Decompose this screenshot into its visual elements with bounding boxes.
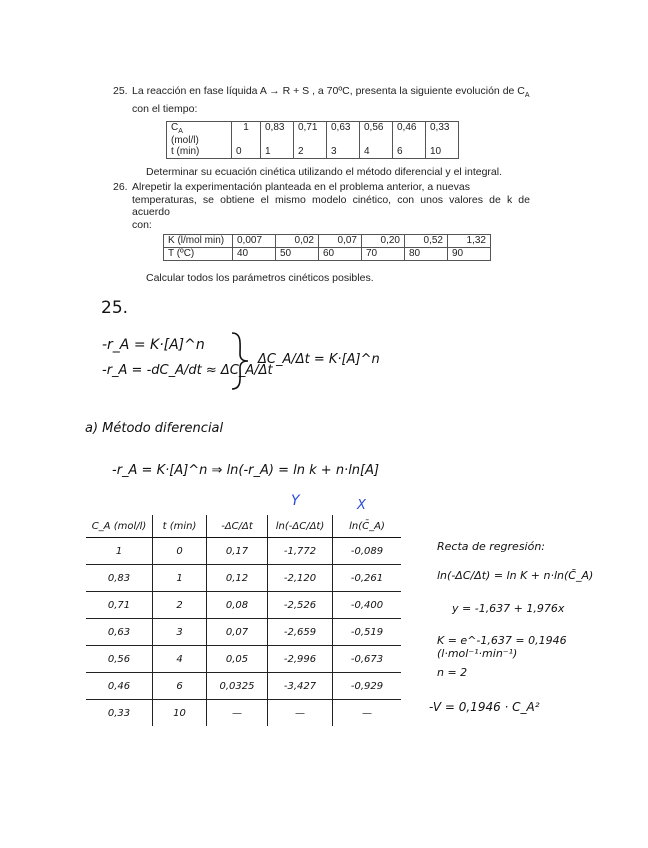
table-cell: 0,63 [327, 122, 360, 147]
table-cell: -0,519 [333, 619, 402, 646]
problem-25-line1: La reacción en fase líquida A → R + S , a 70ºC, presenta la siguiente evolución de C [132, 85, 525, 97]
table-cell: — [207, 700, 268, 727]
handwritten-method-title: a) Método diferencial [85, 421, 224, 436]
table-cell: 0,07 [319, 235, 362, 248]
table-cell: 0,12 [207, 565, 268, 592]
column-header: ln(C̄_A) [333, 515, 402, 538]
table-row [167, 146, 459, 159]
table-row [86, 646, 401, 673]
handwritten-rate-law: -r_A = K·[A]^n [102, 337, 205, 353]
problem-25-table [166, 121, 459, 159]
table-cell: 1,32 [448, 235, 491, 248]
problem-26-number: 26. [113, 181, 128, 193]
table-header-row [86, 515, 401, 538]
regression-fit: y = -1,637 + 1,976x [452, 602, 565, 615]
handwritten-linearization: -r_A = K·[A]^n ⇒ ln(-r_A) = ln k + n·ln[A] [112, 463, 380, 478]
table-cell: 0,05 [207, 646, 268, 673]
problem-26-instruction: Calcular todos los parámetros cinéticos posibles. [146, 272, 374, 284]
table-cell: 0,20 [362, 235, 405, 248]
table-cell: 0,46 [86, 673, 153, 700]
table-cell: 0,83 [86, 565, 153, 592]
table-row [164, 248, 491, 261]
problem-26-line3: con: [132, 218, 152, 231]
table-cell: 3 [327, 146, 360, 159]
table-cell: t (min) [167, 146, 232, 159]
y-axis-marker: Y [291, 493, 300, 509]
problem-26-statement [132, 181, 530, 231]
table-cell: — [362, 707, 372, 719]
table-cell: $C_A$ (mol/l) [167, 122, 232, 147]
table-cell: -2,659 [268, 619, 333, 646]
table-cell: -1,772 [268, 538, 333, 565]
table-cell: 10 [153, 700, 207, 727]
table-row [86, 700, 401, 727]
table-cell: 90 [448, 248, 491, 261]
table-cell: 0,46 [393, 122, 426, 147]
problem-25-statement [132, 85, 542, 115]
table-row [164, 235, 491, 248]
table-cell: 1 [153, 565, 207, 592]
table-row [86, 673, 401, 700]
regression-title: Recta de regresión: [437, 540, 546, 553]
table-row [86, 565, 401, 592]
rate-constant: K = e^-1,637 = 0,1946 (l·mol⁻¹·min⁻¹) [437, 634, 567, 660]
problem-26-line2: temperaturas, se obtiene el mismo modelo cinético, con unos valores de k de acuerdo [132, 193, 530, 218]
table-cell: 4 [360, 146, 393, 159]
table-cell: 0,56 [86, 646, 153, 673]
table-cell: 0,02 [276, 235, 319, 248]
table-cell: 0,71 [86, 592, 153, 619]
table-cell: -0,673 [333, 646, 402, 673]
table-cell: 10 [426, 146, 459, 159]
table-cell: 0,83 [261, 122, 294, 147]
table-cell: 0 [153, 538, 207, 565]
column-header: C_A (mol/l) [86, 515, 153, 538]
table-cell: -2,120 [268, 565, 333, 592]
table-cell: -0,261 [333, 565, 402, 592]
handwritten-combined-equation: ΔC_A/Δt = K·[A]^n [258, 352, 380, 367]
table-cell: -0,400 [333, 592, 402, 619]
table-cell: 0,56 [360, 122, 393, 147]
reaction-order: n = 2 [437, 666, 468, 679]
table-cell: 6 [393, 146, 426, 159]
table-cell: 0,33 [86, 700, 153, 727]
table-cell: -3,427 [268, 673, 333, 700]
table-cell: 4 [153, 646, 207, 673]
handwritten-rate-approximation: -r_A = -dC_A/dt ≈ ΔC_A/Δt [102, 363, 273, 378]
x-axis-marker: X [357, 498, 366, 513]
final-rate-equation: -V = 0,1946 · C_A² [429, 700, 540, 714]
table-cell: 2 [294, 146, 327, 159]
problem-25-number: 25. [113, 85, 128, 97]
column-header: ln(-ΔC/Δt) [268, 515, 333, 538]
table-cell: 60 [319, 248, 362, 261]
table-cell: 6 [153, 673, 207, 700]
problem-26-line1: Alrepetir la experimentación planteada en el problema anterior, a nuevas [132, 181, 470, 193]
problem-25-line2: con el tiempo: [132, 102, 198, 115]
table-cell: K (l/mol min) [164, 235, 233, 248]
problem-26-table [163, 234, 491, 261]
table-cell: 50 [276, 248, 319, 261]
table-cell: 0,33 [426, 122, 459, 147]
table-cell: 0,52 [405, 235, 448, 248]
handwritten-section-number: 25. [101, 298, 129, 318]
table-cell: 0 [232, 146, 261, 159]
table-cell: 1 [86, 538, 153, 565]
table-row [86, 592, 401, 619]
table-cell: -2,996 [268, 646, 333, 673]
handwritten-data-table [86, 515, 401, 726]
table-cell: 0,17 [207, 538, 268, 565]
table-row [86, 538, 401, 565]
table-row [86, 619, 401, 646]
table-cell: -0,089 [333, 538, 402, 565]
table-cell: -0,929 [333, 673, 402, 700]
table-cell: — [268, 700, 333, 727]
table-cell: 70 [362, 248, 405, 261]
table-cell: 0,07 [207, 619, 268, 646]
table-cell: 1 [261, 146, 294, 159]
right-brace-icon [228, 330, 252, 392]
table-cell: 0,007 [233, 235, 276, 248]
table-row [167, 122, 459, 147]
table-cell: T (ºC) [164, 248, 233, 261]
table-cell: 80 [405, 248, 448, 261]
problem-25-line1-sub: A [524, 92, 530, 100]
table-cell: -2,526 [268, 592, 333, 619]
column-header: -ΔC/Δt [207, 515, 268, 538]
table-cell: 0,0325 [207, 673, 268, 700]
table-cell: 40 [233, 248, 276, 261]
table-cell: 0,71 [294, 122, 327, 147]
problem-25-instruction: Determinar su ecuación cinética utilizando el método diferencial y el integral. [146, 166, 503, 178]
column-header: t (min) [153, 515, 207, 538]
table-cell: 1 [232, 122, 261, 147]
table-cell: 0,08 [207, 592, 268, 619]
table-cell: 0,63 [86, 619, 153, 646]
table-cell: 3 [153, 619, 207, 646]
table-cell: 2 [153, 592, 207, 619]
regression-equation: ln(-ΔC/Δt) = ln K + n·ln(C̄_A) [437, 569, 594, 582]
